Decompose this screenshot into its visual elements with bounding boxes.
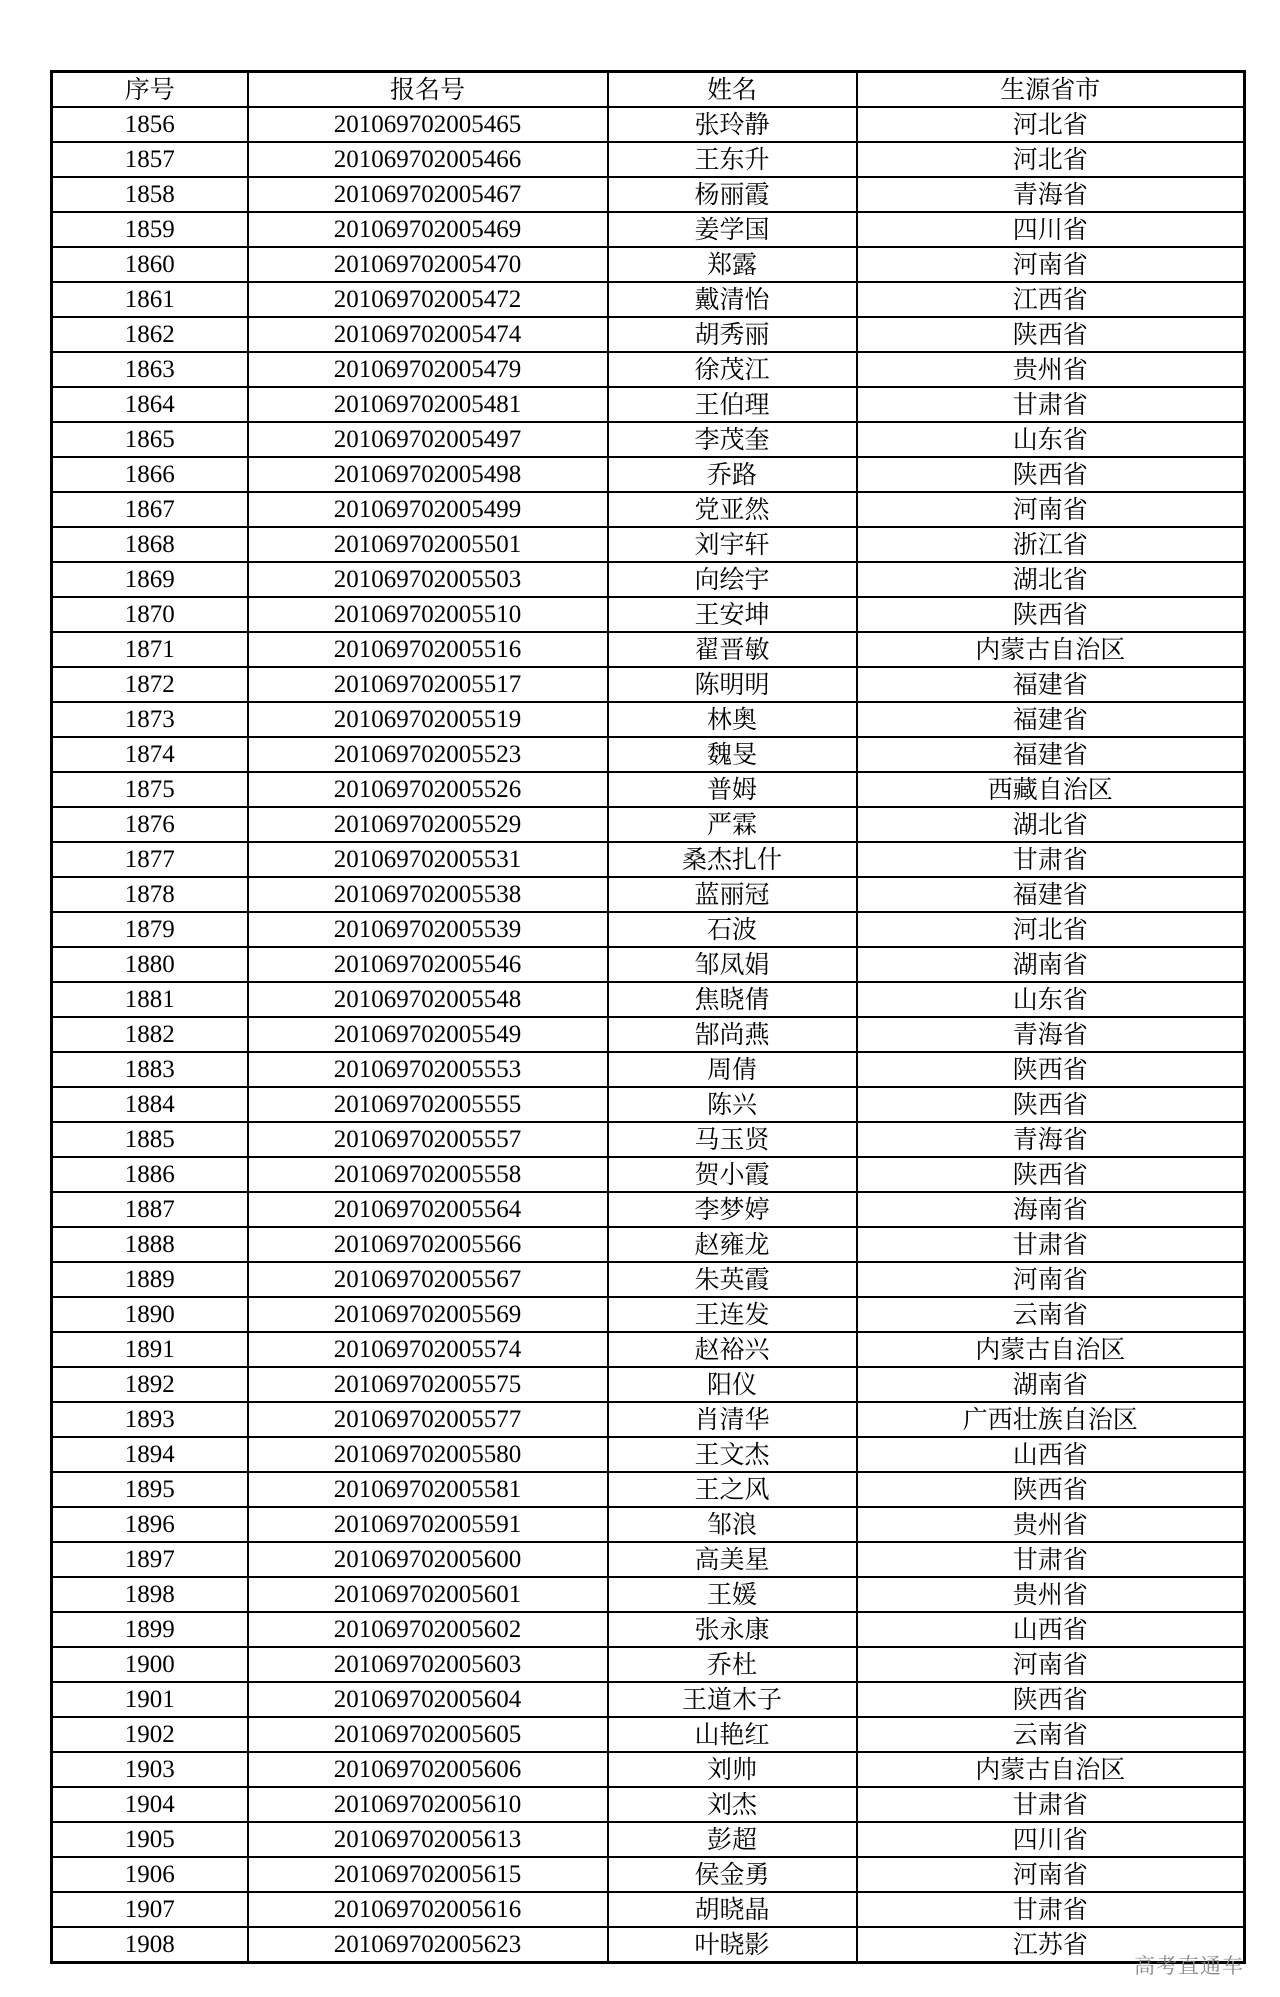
table-row xyxy=(52,1227,1245,1262)
cell-registration-number: 201069702005479 xyxy=(248,352,608,387)
cell-province: 福建省 xyxy=(857,737,1245,772)
table-row xyxy=(52,107,1245,142)
table-row xyxy=(52,1612,1245,1647)
cell-registration-number: 201069702005615 xyxy=(248,1857,608,1892)
cell-registration-number: 201069702005548 xyxy=(248,982,608,1017)
table-row xyxy=(52,352,1245,387)
cell-province: 江西省 xyxy=(857,282,1245,317)
table-row xyxy=(52,1542,1245,1577)
table-row xyxy=(52,1087,1245,1122)
cell-registration-number: 201069702005538 xyxy=(248,877,608,912)
cell-province: 海南省 xyxy=(857,1192,1245,1227)
table-row xyxy=(52,1367,1245,1402)
cell-registration-number: 201069702005501 xyxy=(248,527,608,562)
cell-province: 河北省 xyxy=(857,142,1245,177)
table-row xyxy=(52,1857,1245,1892)
cell-name: 焦晓倩 xyxy=(608,982,857,1017)
cell-registration-number: 201069702005539 xyxy=(248,912,608,947)
cell-province: 青海省 xyxy=(857,1122,1245,1157)
header-name: 姓名 xyxy=(608,72,857,108)
cell-registration-number: 201069702005546 xyxy=(248,947,608,982)
table-row xyxy=(52,1787,1245,1822)
cell-index: 1862 xyxy=(52,317,248,352)
cell-name: 徐茂江 xyxy=(608,352,857,387)
cell-province: 河南省 xyxy=(857,1857,1245,1892)
cell-province: 广西壮族自治区 xyxy=(857,1402,1245,1437)
cell-province: 湖南省 xyxy=(857,947,1245,982)
cell-province: 甘肃省 xyxy=(857,1787,1245,1822)
cell-registration-number: 201069702005616 xyxy=(248,1892,608,1927)
cell-province: 福建省 xyxy=(857,877,1245,912)
cell-registration-number: 201069702005558 xyxy=(248,1157,608,1192)
cell-index: 1876 xyxy=(52,807,248,842)
cell-index: 1907 xyxy=(52,1892,248,1927)
cell-name: 王文杰 xyxy=(608,1437,857,1472)
table-row xyxy=(52,1052,1245,1087)
cell-province: 陕西省 xyxy=(857,1157,1245,1192)
cell-province: 福建省 xyxy=(857,702,1245,737)
cell-province: 内蒙古自治区 xyxy=(857,1752,1245,1787)
cell-name: 周倩 xyxy=(608,1052,857,1087)
cell-index: 1908 xyxy=(52,1927,248,1963)
cell-registration-number: 201069702005575 xyxy=(248,1367,608,1402)
cell-province: 山西省 xyxy=(857,1612,1245,1647)
cell-registration-number: 201069702005564 xyxy=(248,1192,608,1227)
cell-name: 胡秀丽 xyxy=(608,317,857,352)
cell-province: 甘肃省 xyxy=(857,1542,1245,1577)
cell-name: 王东升 xyxy=(608,142,857,177)
cell-index: 1879 xyxy=(52,912,248,947)
cell-index: 1903 xyxy=(52,1752,248,1787)
cell-province: 山东省 xyxy=(857,982,1245,1017)
cell-province: 四川省 xyxy=(857,212,1245,247)
table-row xyxy=(52,947,1245,982)
cell-index: 1864 xyxy=(52,387,248,422)
cell-name: 王道木子 xyxy=(608,1682,857,1717)
table-row xyxy=(52,912,1245,947)
cell-name: 党亚然 xyxy=(608,492,857,527)
cell-name: 邹凤娟 xyxy=(608,947,857,982)
table-row xyxy=(52,1332,1245,1367)
cell-province: 陕西省 xyxy=(857,317,1245,352)
table-row xyxy=(52,982,1245,1017)
cell-index: 1906 xyxy=(52,1857,248,1892)
cell-index: 1870 xyxy=(52,597,248,632)
cell-province: 陕西省 xyxy=(857,1052,1245,1087)
cell-index: 1873 xyxy=(52,702,248,737)
table-row xyxy=(52,1717,1245,1752)
cell-index: 1890 xyxy=(52,1297,248,1332)
cell-index: 1900 xyxy=(52,1647,248,1682)
cell-name: 杨丽霞 xyxy=(608,177,857,212)
cell-province: 陕西省 xyxy=(857,1472,1245,1507)
cell-registration-number: 201069702005581 xyxy=(248,1472,608,1507)
cell-index: 1878 xyxy=(52,877,248,912)
cell-index: 1905 xyxy=(52,1822,248,1857)
cell-index: 1888 xyxy=(52,1227,248,1262)
cell-name: 乔路 xyxy=(608,457,857,492)
header-province: 生源省市 xyxy=(857,72,1245,108)
table-row xyxy=(52,422,1245,457)
table-row xyxy=(52,1647,1245,1682)
table-row xyxy=(52,1577,1245,1612)
cell-index: 1902 xyxy=(52,1717,248,1752)
table-body xyxy=(52,107,1245,1963)
cell-name: 王连发 xyxy=(608,1297,857,1332)
cell-name: 朱英霞 xyxy=(608,1262,857,1297)
table-row xyxy=(52,317,1245,352)
header-index: 序号 xyxy=(52,72,248,108)
table-row xyxy=(52,702,1245,737)
cell-index: 1880 xyxy=(52,947,248,982)
cell-registration-number: 201069702005510 xyxy=(248,597,608,632)
cell-name: 李梦婷 xyxy=(608,1192,857,1227)
cell-province: 江苏省 xyxy=(857,1927,1245,1963)
cell-province: 河南省 xyxy=(857,1647,1245,1682)
cell-index: 1867 xyxy=(52,492,248,527)
table-row xyxy=(52,1437,1245,1472)
cell-registration-number: 201069702005526 xyxy=(248,772,608,807)
cell-name: 严霖 xyxy=(608,807,857,842)
cell-name: 侯金勇 xyxy=(608,1857,857,1892)
cell-province: 甘肃省 xyxy=(857,387,1245,422)
header-row xyxy=(52,72,1245,108)
cell-name: 马玉贤 xyxy=(608,1122,857,1157)
cell-index: 1889 xyxy=(52,1262,248,1297)
cell-province: 河南省 xyxy=(857,1262,1245,1297)
cell-registration-number: 201069702005499 xyxy=(248,492,608,527)
cell-index: 1861 xyxy=(52,282,248,317)
cell-index: 1877 xyxy=(52,842,248,877)
cell-province: 云南省 xyxy=(857,1297,1245,1332)
table-row xyxy=(52,457,1245,492)
cell-registration-number: 201069702005498 xyxy=(248,457,608,492)
cell-registration-number: 201069702005604 xyxy=(248,1682,608,1717)
cell-name: 刘宇轩 xyxy=(608,527,857,562)
cell-name: 彭超 xyxy=(608,1822,857,1857)
cell-index: 1901 xyxy=(52,1682,248,1717)
cell-index: 1856 xyxy=(52,107,248,142)
cell-registration-number: 201069702005600 xyxy=(248,1542,608,1577)
cell-index: 1882 xyxy=(52,1017,248,1052)
cell-name: 李茂奎 xyxy=(608,422,857,457)
cell-name: 贺小霞 xyxy=(608,1157,857,1192)
cell-name: 王伯理 xyxy=(608,387,857,422)
cell-name: 叶晓影 xyxy=(608,1927,857,1963)
cell-name: 姜学国 xyxy=(608,212,857,247)
cell-province: 内蒙古自治区 xyxy=(857,632,1245,667)
cell-index: 1883 xyxy=(52,1052,248,1087)
table-row xyxy=(52,632,1245,667)
cell-name: 陈兴 xyxy=(608,1087,857,1122)
cell-index: 1881 xyxy=(52,982,248,1017)
table-row xyxy=(52,842,1245,877)
cell-province: 山东省 xyxy=(857,422,1245,457)
cell-province: 云南省 xyxy=(857,1717,1245,1752)
cell-province: 浙江省 xyxy=(857,527,1245,562)
table-row xyxy=(52,562,1245,597)
cell-registration-number: 201069702005610 xyxy=(248,1787,608,1822)
cell-name: 郜尚燕 xyxy=(608,1017,857,1052)
cell-index: 1857 xyxy=(52,142,248,177)
cell-province: 青海省 xyxy=(857,177,1245,212)
cell-name: 王之风 xyxy=(608,1472,857,1507)
cell-registration-number: 201069702005569 xyxy=(248,1297,608,1332)
cell-province: 陕西省 xyxy=(857,457,1245,492)
cell-registration-number: 201069702005555 xyxy=(248,1087,608,1122)
table-header xyxy=(52,72,1245,108)
table-row xyxy=(52,1507,1245,1542)
cell-index: 1874 xyxy=(52,737,248,772)
cell-registration-number: 201069702005623 xyxy=(248,1927,608,1963)
cell-registration-number: 201069702005567 xyxy=(248,1262,608,1297)
table-row xyxy=(52,1402,1245,1437)
cell-province: 湖北省 xyxy=(857,807,1245,842)
cell-index: 1896 xyxy=(52,1507,248,1542)
cell-name: 阳仪 xyxy=(608,1367,857,1402)
cell-name: 赵裕兴 xyxy=(608,1332,857,1367)
cell-registration-number: 201069702005465 xyxy=(248,107,608,142)
cell-province: 贵州省 xyxy=(857,352,1245,387)
cell-name: 石波 xyxy=(608,912,857,947)
table-row xyxy=(52,247,1245,282)
table-row xyxy=(52,877,1245,912)
cell-name: 王媛 xyxy=(608,1577,857,1612)
cell-index: 1863 xyxy=(52,352,248,387)
cell-registration-number: 201069702005566 xyxy=(248,1227,608,1262)
cell-index: 1884 xyxy=(52,1087,248,1122)
cell-index: 1860 xyxy=(52,247,248,282)
cell-name: 陈明明 xyxy=(608,667,857,702)
cell-index: 1891 xyxy=(52,1332,248,1367)
table-row xyxy=(52,492,1245,527)
cell-province: 河北省 xyxy=(857,912,1245,947)
cell-registration-number: 201069702005472 xyxy=(248,282,608,317)
cell-registration-number: 201069702005549 xyxy=(248,1017,608,1052)
table-row xyxy=(52,1157,1245,1192)
table-row xyxy=(52,1192,1245,1227)
cell-province: 贵州省 xyxy=(857,1577,1245,1612)
cell-province: 福建省 xyxy=(857,667,1245,702)
cell-registration-number: 201069702005580 xyxy=(248,1437,608,1472)
table-row xyxy=(52,1297,1245,1332)
cell-name: 张永康 xyxy=(608,1612,857,1647)
cell-province: 甘肃省 xyxy=(857,842,1245,877)
cell-registration-number: 201069702005601 xyxy=(248,1577,608,1612)
cell-province: 河南省 xyxy=(857,247,1245,282)
cell-province: 陕西省 xyxy=(857,597,1245,632)
cell-index: 1893 xyxy=(52,1402,248,1437)
cell-province: 湖北省 xyxy=(857,562,1245,597)
cell-name: 赵雍龙 xyxy=(608,1227,857,1262)
cell-registration-number: 201069702005474 xyxy=(248,317,608,352)
cell-name: 普姆 xyxy=(608,772,857,807)
cell-registration-number: 201069702005519 xyxy=(248,702,608,737)
cell-province: 四川省 xyxy=(857,1822,1245,1857)
table-row xyxy=(52,282,1245,317)
table-row xyxy=(52,1892,1245,1927)
table-row xyxy=(52,1682,1245,1717)
cell-index: 1875 xyxy=(52,772,248,807)
table-row xyxy=(52,142,1245,177)
cell-province: 甘肃省 xyxy=(857,1892,1245,1927)
cell-province: 青海省 xyxy=(857,1017,1245,1052)
cell-name: 魏旻 xyxy=(608,737,857,772)
cell-registration-number: 201069702005603 xyxy=(248,1647,608,1682)
cell-name: 张玲静 xyxy=(608,107,857,142)
cell-province: 陕西省 xyxy=(857,1682,1245,1717)
cell-province: 河南省 xyxy=(857,492,1245,527)
cell-registration-number: 201069702005516 xyxy=(248,632,608,667)
cell-name: 翟晋敏 xyxy=(608,632,857,667)
cell-registration-number: 201069702005497 xyxy=(248,422,608,457)
table-row xyxy=(52,597,1245,632)
cell-index: 1886 xyxy=(52,1157,248,1192)
roster-table xyxy=(50,70,1246,1964)
cell-name: 向绘宇 xyxy=(608,562,857,597)
table-row xyxy=(52,737,1245,772)
header-registration-number: 报名号 xyxy=(248,72,608,108)
cell-province: 甘肃省 xyxy=(857,1227,1245,1262)
cell-index: 1895 xyxy=(52,1472,248,1507)
cell-name: 王安坤 xyxy=(608,597,857,632)
cell-name: 刘杰 xyxy=(608,1787,857,1822)
table-row xyxy=(52,1262,1245,1297)
cell-registration-number: 201069702005470 xyxy=(248,247,608,282)
table-row xyxy=(52,212,1245,247)
cell-registration-number: 201069702005557 xyxy=(248,1122,608,1157)
cell-index: 1868 xyxy=(52,527,248,562)
cell-province: 内蒙古自治区 xyxy=(857,1332,1245,1367)
cell-name: 蓝丽冠 xyxy=(608,877,857,912)
cell-registration-number: 201069702005602 xyxy=(248,1612,608,1647)
cell-registration-number: 201069702005613 xyxy=(248,1822,608,1857)
cell-province: 陕西省 xyxy=(857,1087,1245,1122)
table-row xyxy=(52,1752,1245,1787)
cell-name: 胡晓晶 xyxy=(608,1892,857,1927)
cell-name: 刘帅 xyxy=(608,1752,857,1787)
cell-registration-number: 201069702005469 xyxy=(248,212,608,247)
cell-registration-number: 201069702005517 xyxy=(248,667,608,702)
cell-registration-number: 201069702005523 xyxy=(248,737,608,772)
table-row xyxy=(52,1472,1245,1507)
cell-name: 郑露 xyxy=(608,247,857,282)
cell-province: 山西省 xyxy=(857,1437,1245,1472)
cell-index: 1859 xyxy=(52,212,248,247)
cell-index: 1898 xyxy=(52,1577,248,1612)
cell-name: 肖清华 xyxy=(608,1402,857,1437)
cell-index: 1887 xyxy=(52,1192,248,1227)
cell-index: 1899 xyxy=(52,1612,248,1647)
table-row xyxy=(52,667,1245,702)
cell-registration-number: 201069702005529 xyxy=(248,807,608,842)
table-row xyxy=(52,527,1245,562)
table-row xyxy=(52,1017,1245,1052)
cell-name: 戴清怡 xyxy=(608,282,857,317)
table-row xyxy=(52,387,1245,422)
table-row xyxy=(52,1822,1245,1857)
table-row xyxy=(52,177,1245,212)
cell-index: 1894 xyxy=(52,1437,248,1472)
cell-index: 1904 xyxy=(52,1787,248,1822)
cell-registration-number: 201069702005574 xyxy=(248,1332,608,1367)
cell-index: 1871 xyxy=(52,632,248,667)
cell-registration-number: 201069702005503 xyxy=(248,562,608,597)
table-row xyxy=(52,772,1245,807)
cell-name: 高美星 xyxy=(608,1542,857,1577)
cell-index: 1897 xyxy=(52,1542,248,1577)
cell-index: 1885 xyxy=(52,1122,248,1157)
cell-index: 1892 xyxy=(52,1367,248,1402)
cell-registration-number: 201069702005553 xyxy=(248,1052,608,1087)
cell-registration-number: 201069702005467 xyxy=(248,177,608,212)
cell-index: 1866 xyxy=(52,457,248,492)
cell-registration-number: 201069702005606 xyxy=(248,1752,608,1787)
watermark: 高考直通车 xyxy=(1134,1954,1244,1978)
cell-province: 西藏自治区 xyxy=(857,772,1245,807)
cell-name: 林奥 xyxy=(608,702,857,737)
cell-name: 桑杰扎什 xyxy=(608,842,857,877)
cell-province: 贵州省 xyxy=(857,1507,1245,1542)
cell-registration-number: 201069702005605 xyxy=(248,1717,608,1752)
cell-index: 1858 xyxy=(52,177,248,212)
cell-province: 河北省 xyxy=(857,107,1245,142)
table-row xyxy=(52,1927,1245,1963)
cell-registration-number: 201069702005591 xyxy=(248,1507,608,1542)
cell-name: 乔杜 xyxy=(608,1647,857,1682)
cell-name: 邹浪 xyxy=(608,1507,857,1542)
table-row xyxy=(52,1122,1245,1157)
table-row xyxy=(52,807,1245,842)
cell-name: 山艳红 xyxy=(608,1717,857,1752)
cell-registration-number: 201069702005531 xyxy=(248,842,608,877)
cell-index: 1872 xyxy=(52,667,248,702)
cell-index: 1869 xyxy=(52,562,248,597)
cell-province: 湖南省 xyxy=(857,1367,1245,1402)
cell-index: 1865 xyxy=(52,422,248,457)
cell-registration-number: 201069702005577 xyxy=(248,1402,608,1437)
cell-registration-number: 201069702005481 xyxy=(248,387,608,422)
cell-registration-number: 201069702005466 xyxy=(248,142,608,177)
